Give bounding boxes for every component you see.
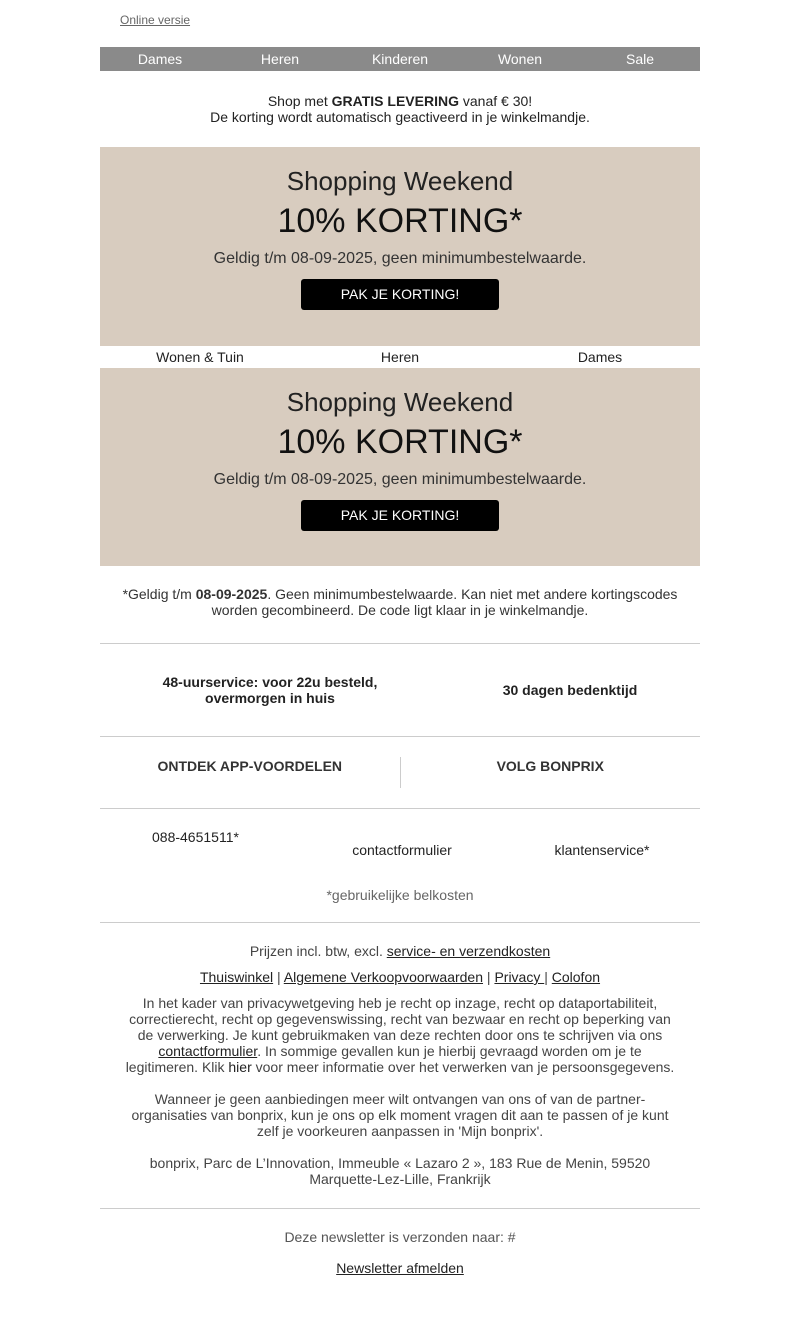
nav-wonen[interactable]: Wonen <box>497 51 543 67</box>
promo-cta-button[interactable]: PAK JE KORTING! <box>301 500 499 531</box>
promo-discount: 10% KORTING* <box>277 202 523 240</box>
terms-link[interactable]: Algemene Verkoopvoorwaarden <box>283 969 484 985</box>
footer-links: Thuiswinkel | Algemene Verkoopvoorwaarden | Privacy | Colofon <box>199 969 601 985</box>
privacy-link[interactable]: Privacy <box>494 969 545 985</box>
shipping-suffix: vanaf € 30! <box>458 93 533 109</box>
nav-dames[interactable]: Dames <box>137 51 183 67</box>
footer <box>100 923 700 1208</box>
promo-cta-button[interactable]: PAK JE KORTING! <box>301 279 499 310</box>
privacy-text-1: In het kader van privacywetgeving heb je recht op inzage, recht op dataportabiliteit, correctierecht, recht op gegevenswissing, recht van bezwaar en recht op beperking van de verwerking. Je kunt gebruikmaken van deze rechten door ons te schrijven via ons <box>129 995 671 1043</box>
contact-row <box>100 809 700 869</box>
usp-row <box>100 644 700 736</box>
nav-heren[interactable]: Heren <box>260 51 300 67</box>
category-heren[interactable]: Heren <box>380 349 420 365</box>
newsletter <box>100 0 700 1276</box>
shipping-banner <box>100 71 700 147</box>
follow-bonprix-link[interactable]: VOLG BONPRIX <box>496 758 604 774</box>
prices-note <box>125 943 675 959</box>
promo-validity: Geldig t/m 08-09-2025, geen minimumbestelwaarde. <box>213 471 587 488</box>
category-dames[interactable]: Dames <box>577 349 623 365</box>
privacy-text-2: . In sommige gevallen kun je hierbij gevraagd worden om je te legitimeren. Klik <box>125 1043 642 1075</box>
contact-form-link[interactable]: contactformulier <box>352 842 452 858</box>
privacy-here-link[interactable]: hier <box>228 1059 252 1075</box>
shipping-prefix: Shop met <box>267 93 332 109</box>
fine-suffix: . Geen minimumbestelwaarde. Kan niet met andere kortingscodes worden gecombineerd. De code ligt klaar in je winkelmandje. <box>211 586 678 618</box>
unsubscribe-row <box>100 1260 700 1276</box>
main-nav <box>100 47 700 71</box>
fine-date: 08-09-2025 <box>195 586 268 602</box>
online-version-link[interactable]: Online versie <box>120 13 191 27</box>
promo-block-2 <box>100 368 700 566</box>
call-cost-note: *gebruikelijke belkosten <box>326 887 474 903</box>
shipping-bold: GRATIS LEVERING <box>331 93 459 109</box>
promo-discount: 10% KORTING* <box>277 423 523 461</box>
privacy-contact-link[interactable]: contactformulier <box>158 1043 258 1059</box>
usp-delivery: 48-uurservice: voor 22u besteld, overmorgen in huis <box>162 674 378 706</box>
fine-print <box>100 566 700 643</box>
nav-kinderen[interactable]: Kinderen <box>371 51 429 67</box>
category-wonen-tuin[interactable]: Wonen & Tuin <box>156 349 244 365</box>
nav-sale[interactable]: Sale <box>625 51 655 67</box>
promo-title: Shopping Weekend <box>286 166 514 196</box>
online-version-row <box>100 0 700 47</box>
category-links <box>100 346 700 368</box>
app-benefits-link[interactable]: ONTDEK APP-VOORDELEN <box>157 758 343 774</box>
usp-return: 30 dagen bedenktijd <box>502 682 638 698</box>
privacy-text <box>125 995 675 1075</box>
fine-prefix: *Geldig t/m <box>122 586 196 602</box>
optout-text: Wanneer je geen aanbiedingen meer wilt ontvangen van ons of van de partner-organisaties van bonprix, kun je ons op elk moment vragen dit aan te passen of je kunt zelf je voorkeuren aanpassen in 'Mijn bonprix'. <box>131 1091 669 1139</box>
promo-title: Shopping Weekend <box>286 387 514 417</box>
shipping-line-1 <box>100 93 700 109</box>
privacy-text-3: voor meer informatie over het verwerken van je persoonsgegevens. <box>251 1059 675 1075</box>
company-address: bonprix, Parc de L’Innovation, Immeuble « Lazaro 2 », 183 Rue de Menin, 59520 Marquette-Lez-Lille, Frankrijk <box>149 1155 651 1187</box>
shipping-line-2: De korting wordt automatisch geactiveerd in je winkelmandje. <box>210 109 590 125</box>
promo-validity: Geldig t/m 08-09-2025, geen minimumbestelwaarde. <box>213 250 587 267</box>
service-costs-link[interactable]: service- en verzendkosten <box>386 943 551 959</box>
promo-block-1 <box>100 147 700 346</box>
thuiswinkel-link[interactable]: Thuiswinkel <box>199 969 274 985</box>
sent-to: Deze newsletter is verzonden naar: # <box>284 1229 516 1245</box>
prices-prefix: Prijzen incl. btw, excl. <box>249 943 387 959</box>
contact-phone[interactable]: 088-4651511* <box>152 829 239 845</box>
unsubscribe-link[interactable]: Newsletter afmelden <box>336 1260 464 1276</box>
app-follow-row <box>100 737 700 808</box>
customer-service-link[interactable]: klantenservice* <box>554 842 650 858</box>
colofon-link[interactable]: Colofon <box>551 969 601 985</box>
